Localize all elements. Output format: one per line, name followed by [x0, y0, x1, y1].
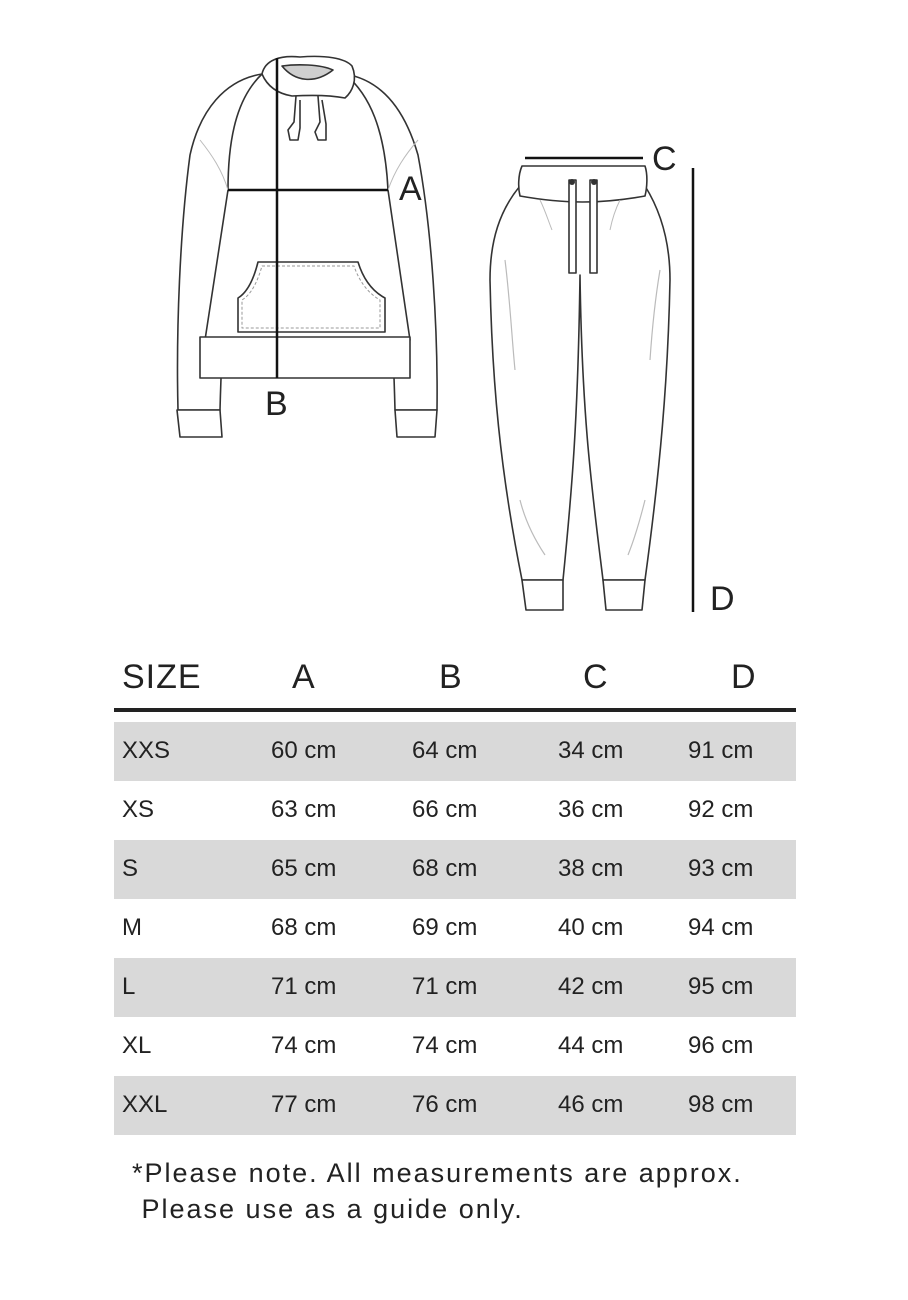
size-cell: L	[122, 973, 136, 1000]
size-cell: S	[122, 855, 139, 882]
b-cell: 68 cm	[412, 855, 478, 882]
d-cell: 91 cm	[688, 737, 754, 764]
a-cell: 74 cm	[271, 1032, 337, 1059]
b-cell: 74 cm	[412, 1032, 478, 1059]
table-row	[114, 899, 796, 958]
b-cell: 64 cm	[412, 737, 478, 764]
disclaimer-line-2: Please use as a guide only.	[132, 1194, 524, 1224]
disclaimer-note	[132, 1155, 743, 1227]
a-cell: 71 cm	[271, 973, 337, 1000]
size-cell: XL	[122, 1032, 152, 1059]
d-cell: 98 cm	[688, 1091, 754, 1118]
b-cell: 69 cm	[412, 914, 478, 941]
table-header	[114, 650, 796, 712]
a-cell: 77 cm	[271, 1091, 337, 1118]
size-cell: XXL	[122, 1091, 168, 1118]
table-row	[114, 722, 796, 781]
table-row	[114, 781, 796, 840]
garment-diagram	[0, 0, 908, 640]
table-body	[114, 722, 796, 1135]
d-cell: 94 cm	[688, 914, 754, 941]
label-a: A	[399, 170, 422, 208]
joggers-illustration	[490, 166, 670, 610]
a-cell: 63 cm	[271, 796, 337, 823]
hoodie-illustration	[177, 56, 437, 437]
label-d: D	[710, 580, 735, 618]
b-cell: 66 cm	[412, 796, 478, 823]
table-row	[114, 840, 796, 899]
c-cell: 44 cm	[558, 1032, 624, 1059]
c-cell: 46 cm	[558, 1091, 624, 1118]
header-b: B	[439, 658, 463, 696]
label-c: C	[652, 140, 677, 178]
size-cell: XXS	[122, 737, 171, 764]
header-size: SIZE	[122, 658, 202, 696]
table-row	[114, 1076, 796, 1135]
header-d: D	[731, 658, 757, 696]
label-b: B	[265, 385, 288, 423]
c-cell: 38 cm	[558, 855, 624, 882]
a-cell: 68 cm	[271, 914, 337, 941]
a-cell: 60 cm	[271, 737, 337, 764]
c-cell: 42 cm	[558, 973, 624, 1000]
b-cell: 76 cm	[412, 1091, 478, 1118]
table-row	[114, 958, 796, 1017]
c-cell: 36 cm	[558, 796, 624, 823]
table-row	[114, 1017, 796, 1076]
size-cell: XS	[122, 796, 155, 823]
b-cell: 71 cm	[412, 973, 478, 1000]
a-cell: 65 cm	[271, 855, 337, 882]
disclaimer-line-1: *Please note. All measurements are approx.	[132, 1158, 743, 1188]
size-cell: M	[122, 914, 142, 941]
c-cell: 40 cm	[558, 914, 624, 941]
header-c: C	[583, 658, 609, 696]
d-cell: 92 cm	[688, 796, 754, 823]
size-chart-table	[114, 650, 796, 1135]
header-a: A	[292, 658, 316, 696]
c-cell: 34 cm	[558, 737, 624, 764]
d-cell: 93 cm	[688, 855, 754, 882]
d-cell: 95 cm	[688, 973, 754, 1000]
d-cell: 96 cm	[688, 1032, 754, 1059]
